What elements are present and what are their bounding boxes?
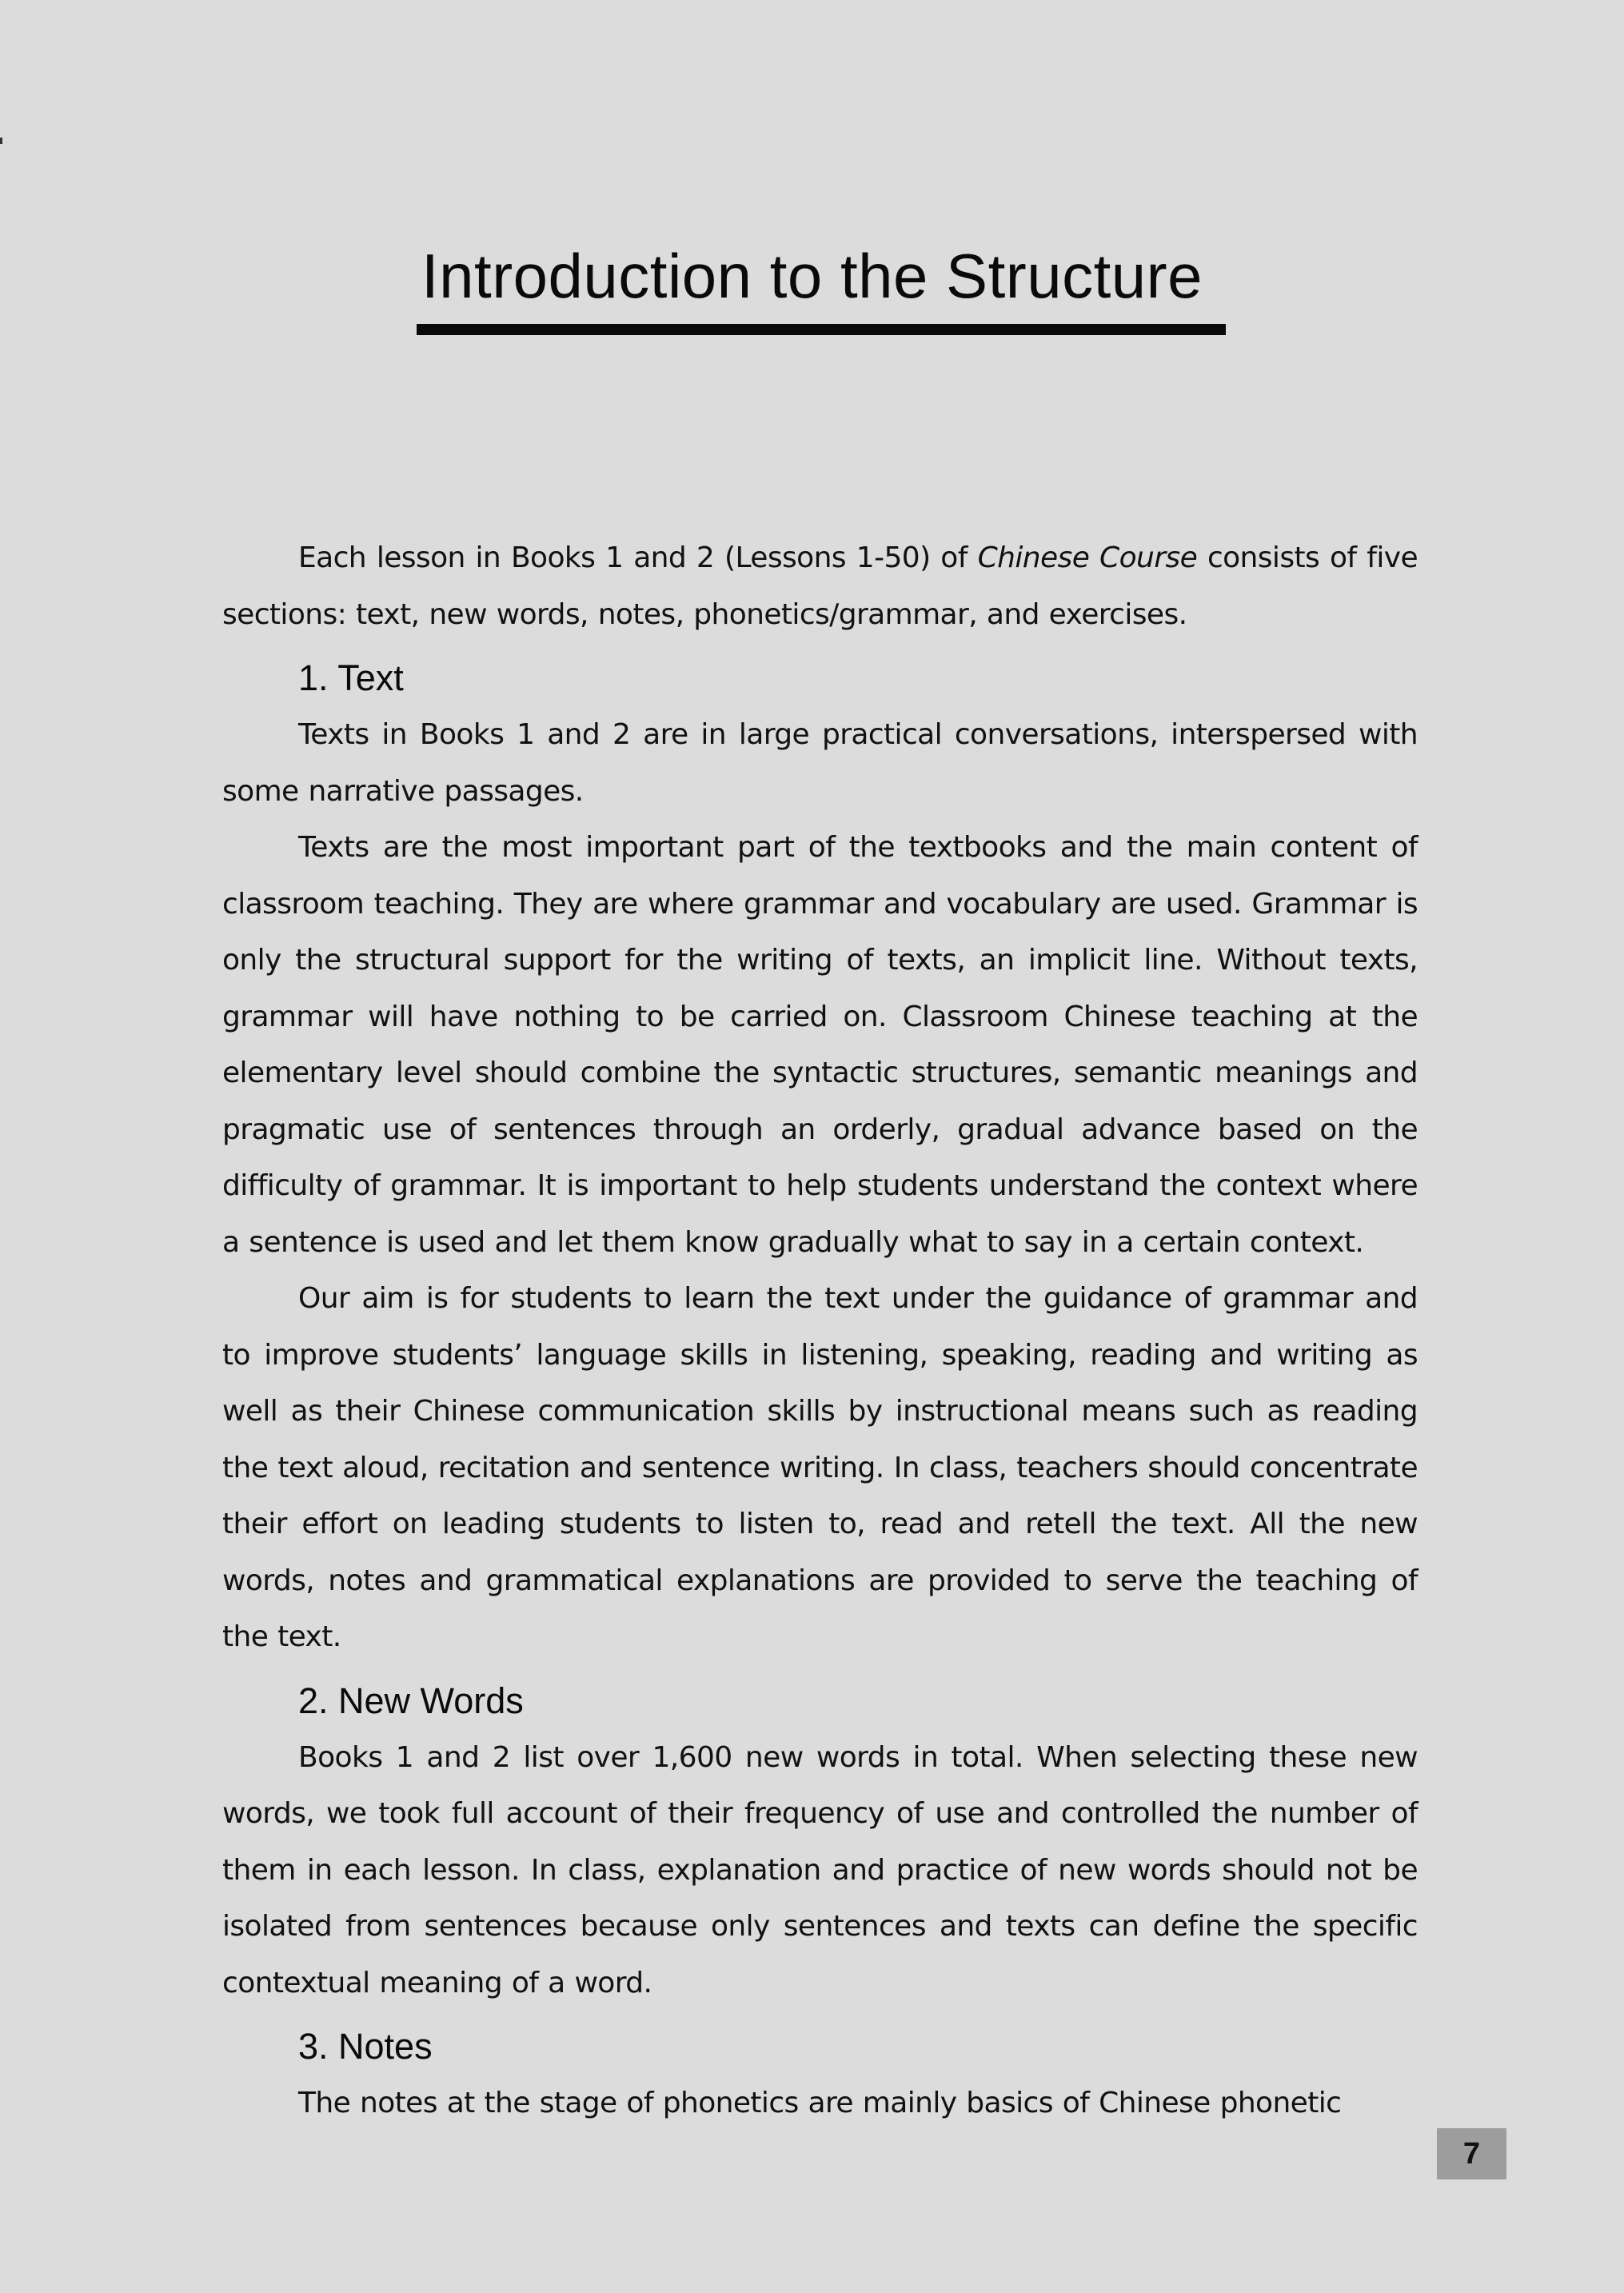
text-paragraph-2: Texts are the most important part of the textbooks and the main content of classroom teaching. They are where grammar and vocabulary are used. Grammar is only the structural support for the writing of texts, an implicit line. Without texts, grammar will have nothing to be carried on. Classroom Chinese teaching at the elementary level should combine the syntactic structures, semantic meanings and pragmatic use of sentences through an orderly, gradual advance based on the difficulty of grammar. It is important to help students understand the context where a sentence is used and let them know gradually what to say in a certain context. xyxy=(222,831,1418,1259)
notes-paragraph: The notes at the stage of phonetics are mainly basics of Chinese phonetic xyxy=(298,2087,1342,2119)
section-heading-text: 1. Text xyxy=(298,657,404,698)
section-heading-new-words: 2. New Words xyxy=(298,1680,524,1721)
body-text xyxy=(222,530,1418,2132)
intro-text-end: consists of five sections: text, new words, notes, phonetics/grammar, and exercises. xyxy=(222,541,1418,631)
title-underline xyxy=(417,324,1226,335)
section-heading-notes: 3. Notes xyxy=(298,2026,433,2067)
new-words-paragraph: Books 1 and 2 list over 1,600 new words in total. When selecting these new words, we took full account of their frequency of use and controlled the number of them in each lesson. In class, explanation and practice of new words should not be isolated from sentences because only sentences and texts can define the specific contextual meaning of a word. xyxy=(222,1740,1418,1999)
page-number: 7 xyxy=(1437,2128,1506,2179)
scan-edge-mark xyxy=(0,138,2,144)
book-title: Chinese Course xyxy=(977,541,1198,574)
intro-text-start: Each lesson in Books 1 and 2 (Lessons 1-50) of xyxy=(298,541,978,574)
intro-paragraph xyxy=(222,530,1418,643)
text-paragraph-3: Our aim is for students to learn the text under the guidance of grammar and to improve students’ language skills in listening, speaking, reading and writing as well as their Chinese communication skills by instructional means such as reading the text aloud, recitation and sentence writing. In class, teachers should concentrate their effort on leading students to listen to, read and retell the text. All the new words, notes and grammatical explanations are provided to serve the teaching of the text. xyxy=(222,1282,1418,1653)
page-title: Introduction to the Structure xyxy=(421,241,1203,311)
text-paragraph-1: Texts in Books 1 and 2 are in large practical conversations, interspersed with some narrative passages. xyxy=(222,718,1418,808)
